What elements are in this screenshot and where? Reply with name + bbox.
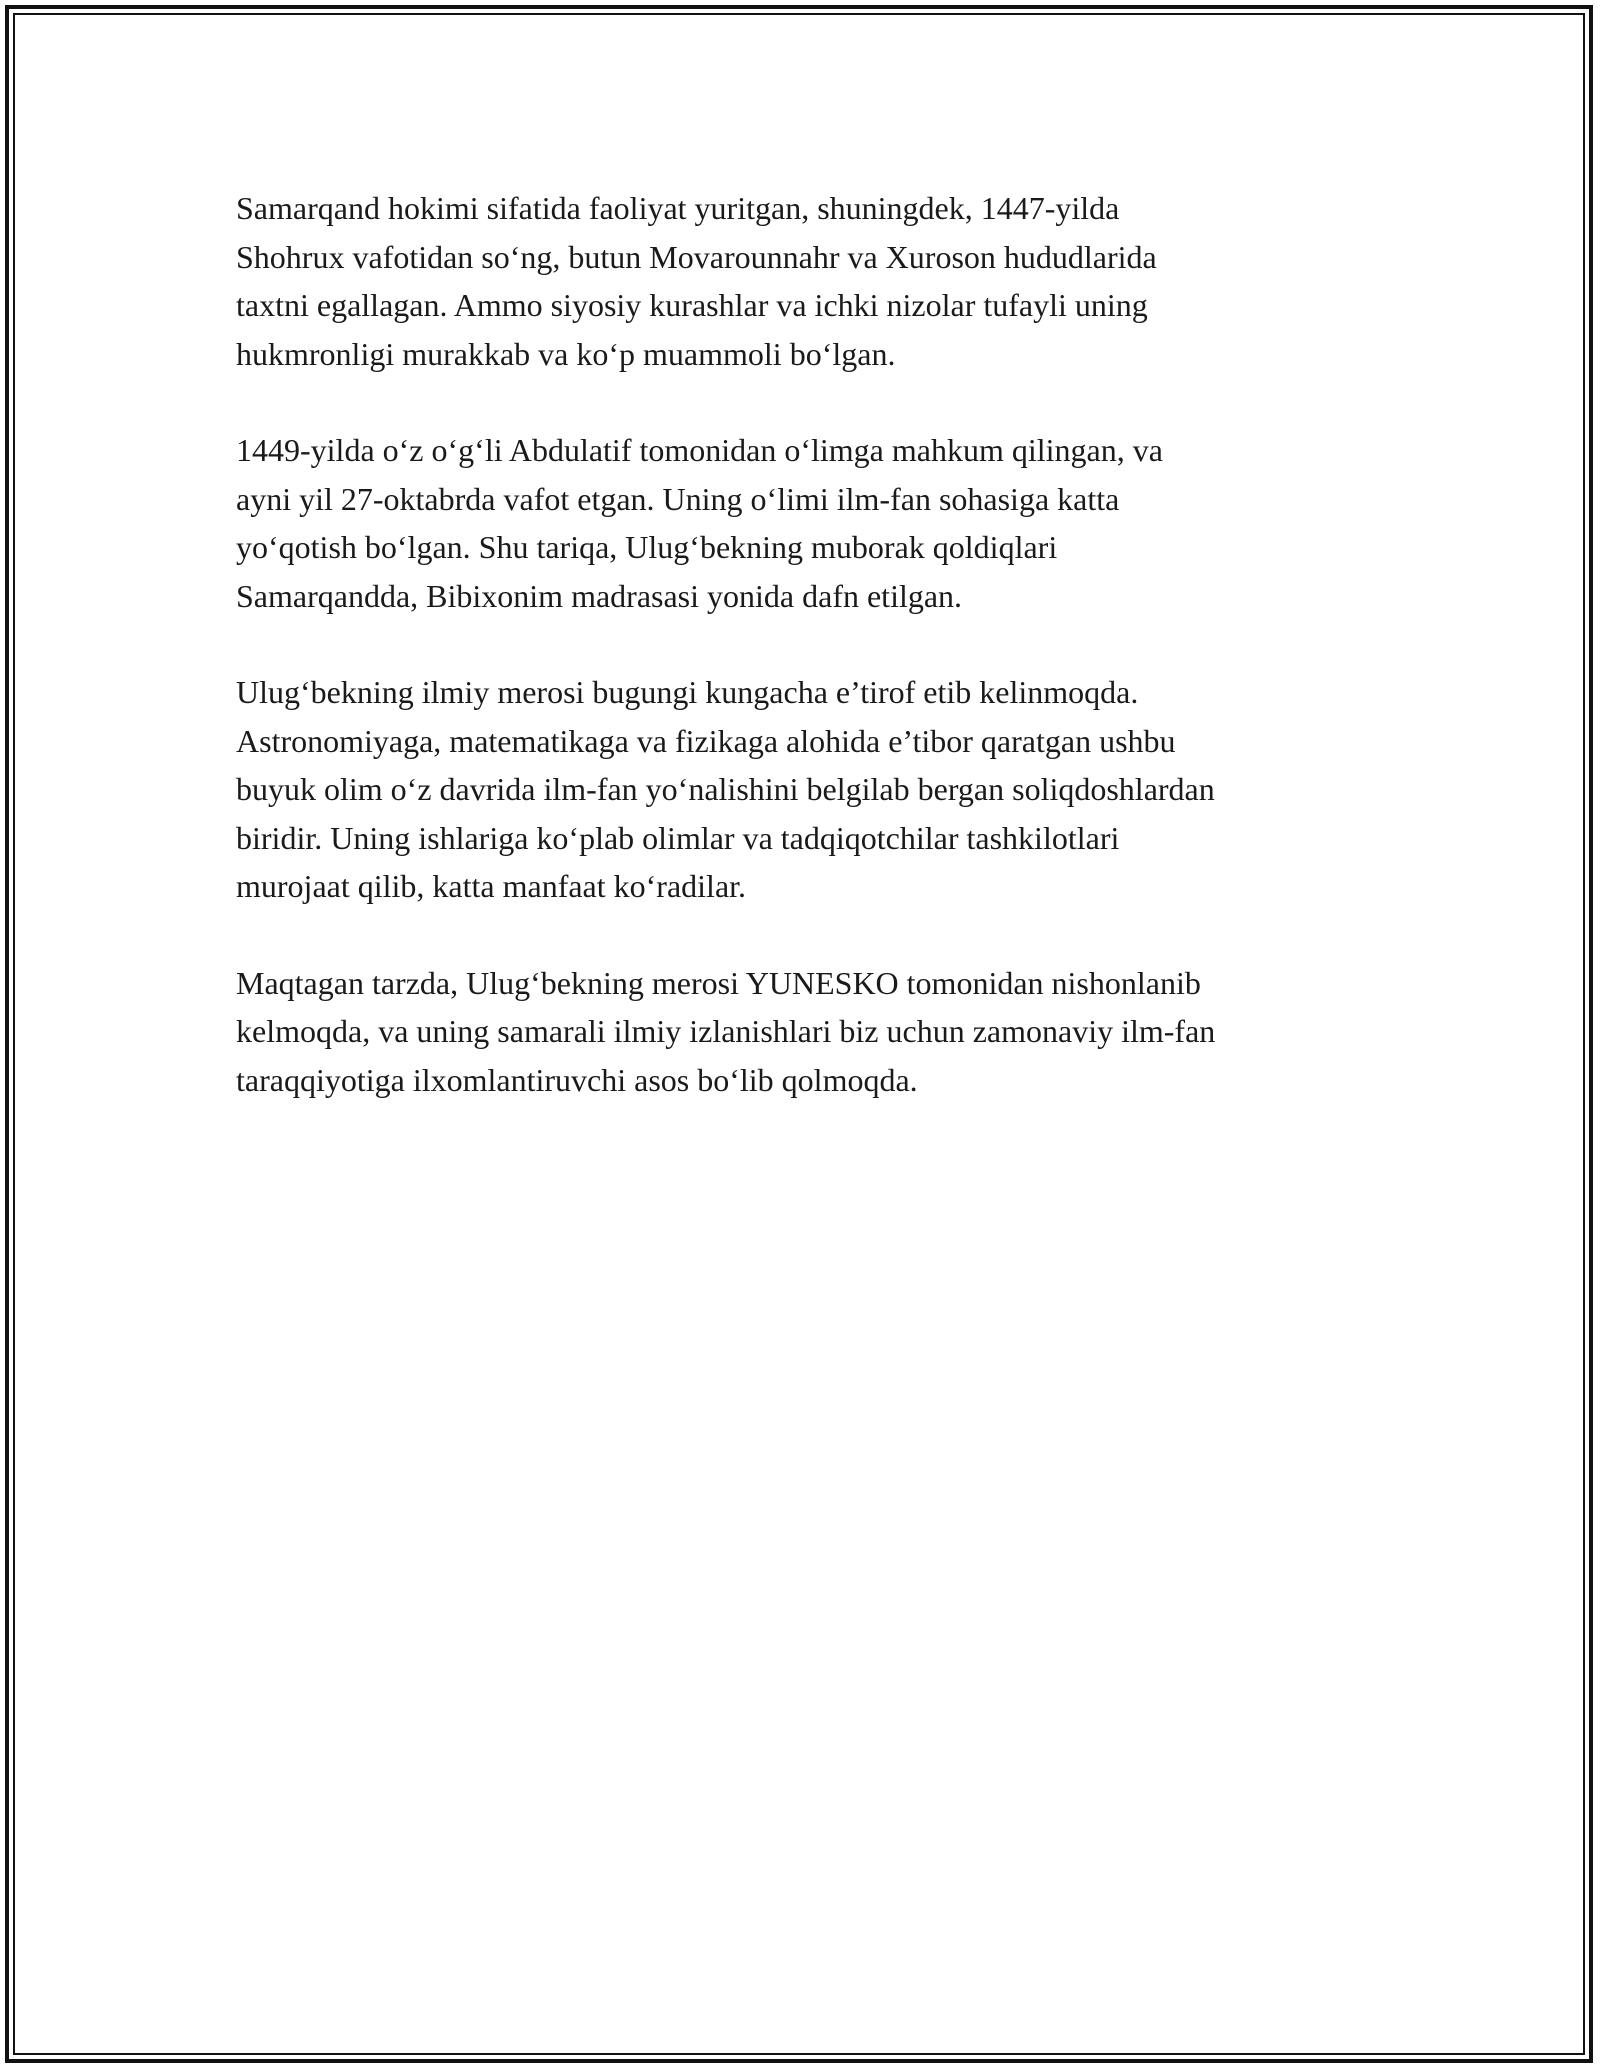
paragraph-3: Ulug‘bekning ilmiy merosi bugungi kungacha e’tirof etib kelinmoqda. Astronomiyaga, matematikaga va fizikaga alohida e’tibor qaratgan ushbu buyuk olim o‘z davrida ilm-fan yo‘nalishini belgilab bergan soliqdoshlardan biridir. Uning ishlariga ko‘plab olimlar va tadqiqotchilar tashkilotlari murojaat qilib, katta manfaat ko‘radilar.: [236, 674, 1215, 904]
document-body: [236, 184, 1376, 1152]
paragraph-4: Maqtagan tarzda, Ulug‘bekning merosi YUNESKO tomonidan nishonlanib kelmoqda, va uning samarali ilmiy izlanishlari biz uchun zamonaviy ilm-fan taraqqiyotiga ilxomlantiruvchi asos bo‘lib qolmoqda.: [236, 964, 1216, 1098]
paragraph-2: 1449-yilda o‘z o‘g‘li Abdulatif tomonidan o‘limga mahkum qilingan, va ayni yil 27-oktabrda vafot etgan. Uning o‘limi ilm-fan sohasiga katta yo‘qotish bo‘lgan. Shu tariqa, Ulug‘bekning muborak qoldiqlari Samarqandda, Bibixonim madrasasi yonida dafn etilgan.: [236, 432, 1163, 614]
paragraph-1: Samarqand hokimi sifatida faoliyat yuritgan, shuningdek, 1447-yilda Shohrux vafotidan so‘ng, butun Movarounnahr va Xuroson hududlarida taxtni egallagan. Ammo siyosiy kurashlar va ichki nizolar tufayli uning hukmronligi murakkab va ko‘p muammoli bo‘lgan.: [236, 190, 1157, 372]
